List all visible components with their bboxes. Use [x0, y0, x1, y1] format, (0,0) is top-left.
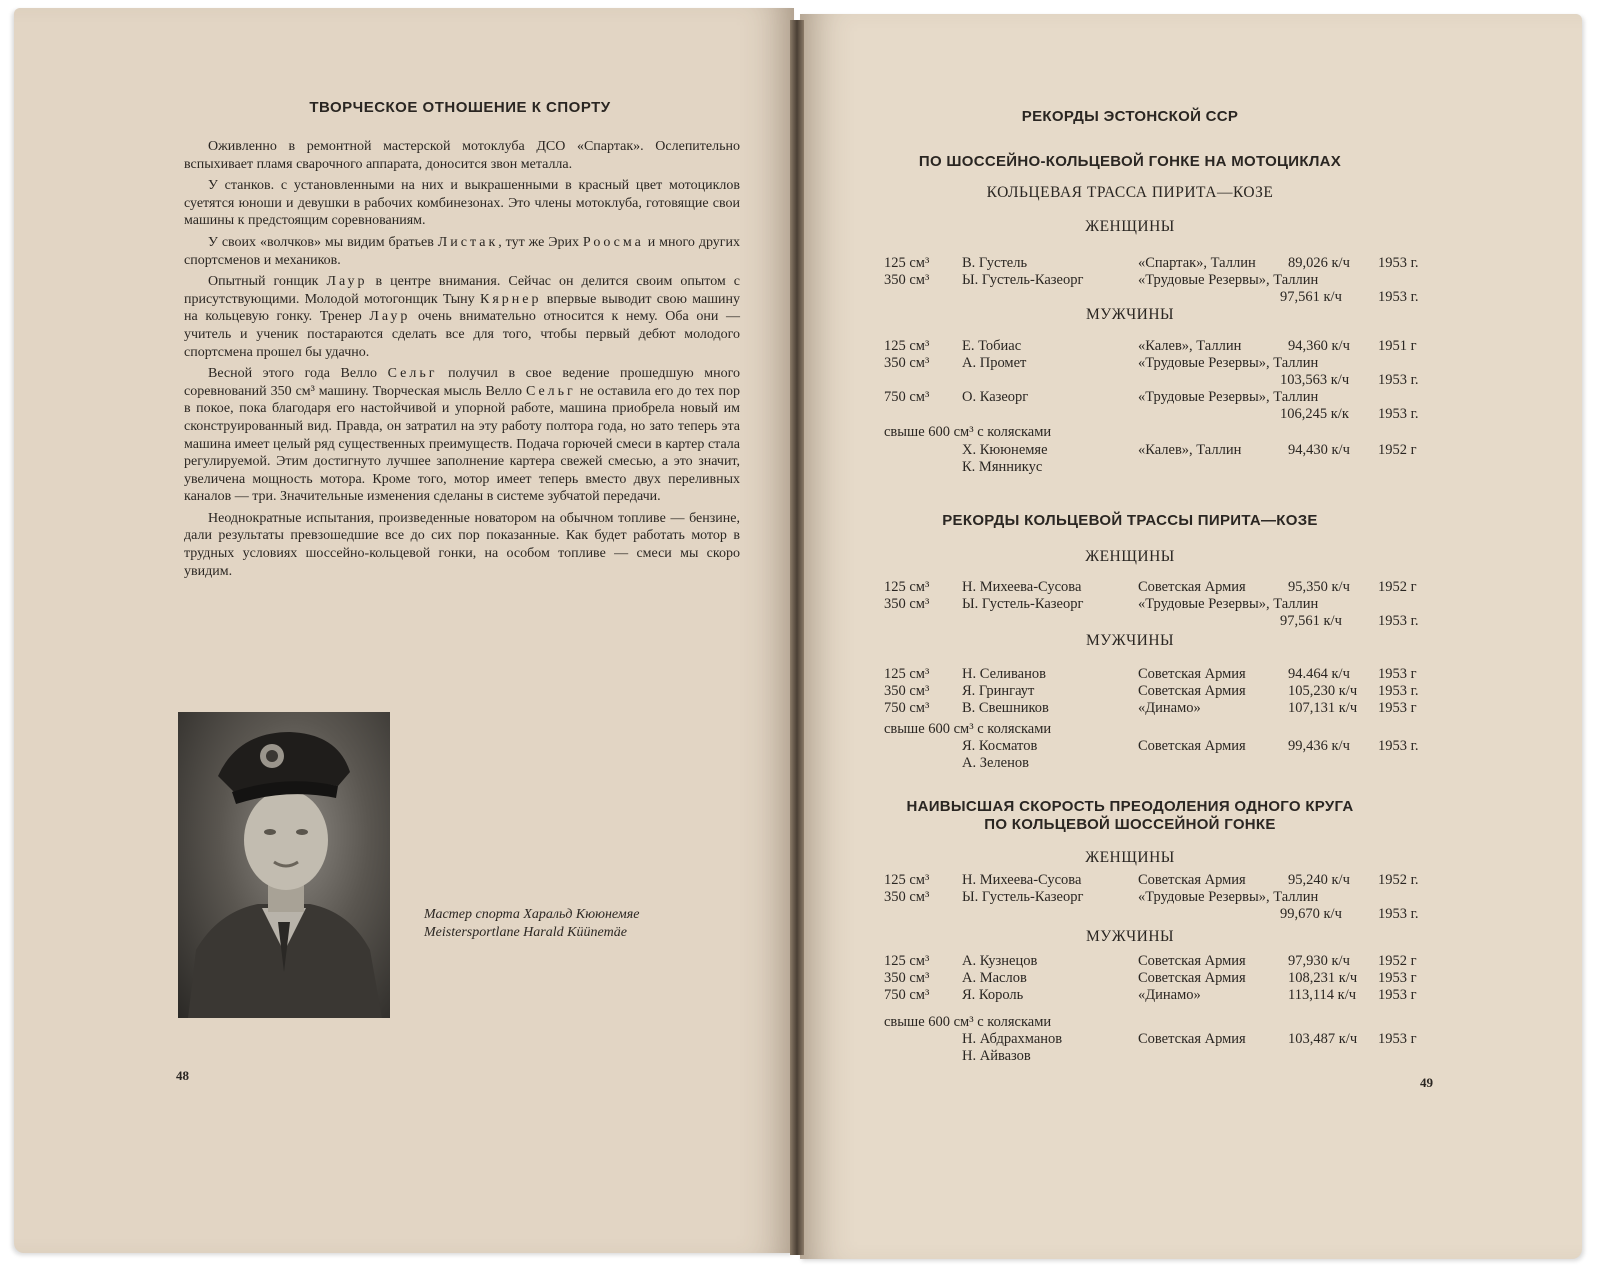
paragraph-3: У своих «волчков» мы видим братьев Листак, тут же Эрих Роосма и много других спортсменов и механиков. — [184, 234, 740, 268]
record-cls: 125 см³ — [884, 872, 930, 888]
s1-women-label: ЖЕНЩИНЫ — [1085, 218, 1175, 235]
record-speed: 106,245 к/к — [1280, 406, 1349, 422]
record-speed: 94,360 к/ч — [1288, 338, 1350, 354]
sidecar-year: 1952 г — [1378, 442, 1417, 458]
sidecar-name2: Н. Айвазов — [962, 1048, 1031, 1064]
record-club: «Динамо» — [1138, 700, 1201, 716]
record-name: В. Свешников — [962, 700, 1049, 716]
record-club: «Трудовые Резервы», Таллин — [1138, 355, 1319, 371]
s1-men-label: МУЖЧИНЫ — [1085, 306, 1175, 323]
sidecar-year: 1953 г. — [1378, 738, 1419, 754]
record-name: Н. Михеева-Сусова — [962, 579, 1082, 595]
caption-russian: Мастер спорта Харальд Кююнемяе — [424, 907, 640, 922]
article-title: ТВОРЧЕСКОЕ ОТНОШЕНИЕ К СПОРТУ — [309, 99, 611, 116]
record-cls: 350 см³ — [884, 970, 930, 986]
record-year: 1953 г. — [1378, 406, 1419, 422]
record-cls: 750 см³ — [884, 987, 930, 1003]
record-speed: 105,230 к/ч — [1288, 683, 1358, 699]
s2-sidecar-label: свыше 600 см³ с колясками — [884, 721, 1052, 737]
record-year: 1952 г — [1378, 953, 1417, 969]
record-club: «Трудовые Резервы», Таллин — [1138, 889, 1319, 905]
record-cls: 750 см³ — [884, 389, 930, 405]
record-club: «Трудовые Резервы», Таллин — [1138, 272, 1319, 288]
page-number-right: 49 — [1420, 1075, 1433, 1090]
caption-estonian: Meistersportlane Harald Küünemäe — [424, 925, 627, 940]
record-club: Советская Армия — [1138, 872, 1246, 888]
sidecar-club: «Калев», Таллин — [1138, 442, 1242, 458]
record-name: О. Казеорг — [962, 389, 1029, 405]
s3-sidecar-label: свыше 600 см³ с колясками — [884, 1014, 1052, 1030]
record-club: «Спартак», Таллин — [1138, 255, 1256, 271]
article-body — [184, 138, 740, 584]
record-year: 1953 г — [1378, 700, 1417, 716]
record-club: Советская Армия — [1138, 683, 1246, 699]
record-speed: 113,114 к/ч — [1288, 987, 1357, 1003]
record-speed: 94.464 к/ч — [1288, 666, 1350, 682]
paragraph-5: Весной этого года Велло Сельг получил в свое ведение прошедшую много соревнований 350 см³ машину. Творческая мысль Велло Сельг не оставила его до тех пор в покое, пока благодаря его настойчивой и упорной работе, машина приобрела новый им сконструированный вид. Правда, он затратил на эту работу полтора года, но зато теперь эта машина имеет целый ряд существенных преимуществ. Подача горючей смеси в картер стала регулируемой. Этим достигнуто лучшее заполнение картера свежей смесью, а это значит, увеличена мощность мотора. Кроме того, мотор имеет теперь вместо двух переливных каналов — три. Значительные изменения сделаны в системе зубчатой передачи. — [184, 366, 741, 505]
record-speed: 95,350 к/ч — [1288, 579, 1350, 595]
record-club: Советская Армия — [1138, 579, 1246, 595]
record-year: 1952 г — [1378, 579, 1417, 595]
record-club: Советская Армия — [1138, 953, 1246, 969]
record-cls: 350 см³ — [884, 889, 930, 905]
record-cls: 350 см³ — [884, 355, 930, 371]
s1-sidecar-label: свыше 600 см³ с колясками — [884, 424, 1052, 440]
record-year: 1953 г — [1378, 970, 1417, 986]
photo-caption — [424, 906, 744, 942]
record-speed: 95,240 к/ч — [1288, 872, 1350, 888]
record-speed: 97,930 к/ч — [1288, 953, 1350, 969]
record-name: Я. Король — [962, 987, 1024, 1003]
record-cls: 125 см³ — [884, 953, 930, 969]
record-name: Н. Селиванов — [962, 666, 1046, 682]
record-year: 1952 г. — [1378, 872, 1419, 888]
sidecar-club: Советская Армия — [1138, 738, 1246, 754]
record-speed: 97,561 к/ч — [1280, 289, 1342, 305]
record-name: Ы. Густель-Казеорг — [962, 596, 1084, 612]
record-name: Ы. Густель-Казеорг — [962, 272, 1084, 288]
sidecar-name1: Н. Абдрахманов — [962, 1031, 1063, 1047]
record-club: Советская Армия — [1138, 970, 1246, 986]
lap-speed-heading-2: ПО КОЛЬЦЕВОЙ ШОССЕЙНОЙ ГОНКЕ — [984, 816, 1276, 833]
s3-women-label: ЖЕНЩИНЫ — [1085, 849, 1175, 866]
record-year: 1953 г. — [1378, 683, 1419, 699]
record-year: 1953 г. — [1378, 906, 1419, 922]
paragraph-6: Неоднократные испытания, произведенные новатором на обычном топливе — бензине, дали результаты превзошедшие все до сих пор показанные. Как будет работать мотор в трудных условиях шоссейно-кольцевой гонки, на особом топливе — смеси мы скоро увидим. — [184, 510, 740, 579]
record-name: А. Маслов — [962, 970, 1027, 986]
record-speed: 97,561 к/ч — [1280, 613, 1342, 629]
sidecar-speed: 103,487 к/ч — [1288, 1031, 1358, 1047]
record-club: Советская Армия — [1138, 666, 1246, 682]
s3-men-label: МУЖЧИНЫ — [1085, 928, 1175, 945]
record-club: «Трудовые Резервы», Таллин — [1138, 389, 1319, 405]
record-speed: 99,670 к/ч — [1280, 906, 1342, 922]
sidecar-name2: К. Мянникус — [962, 459, 1043, 475]
sidecar-name2: А. Зеленов — [962, 755, 1029, 771]
portrait-figure — [178, 712, 390, 1018]
sidecar-speed: 99,436 к/ч — [1288, 738, 1350, 754]
record-cls: 350 см³ — [884, 272, 930, 288]
s2-women-label: ЖЕНЩИНЫ — [1085, 548, 1175, 565]
record-name: В. Густель — [962, 255, 1028, 271]
lap-speed-heading-1: НАИВЫСШАЯ СКОРОСТЬ ПРЕОДОЛЕНИЯ ОДНОГО КРУГА — [906, 798, 1354, 815]
track-records-heading: РЕКОРДЫ КОЛЬЦЕВОЙ ТРАССЫ ПИРИТА—КОЗЕ — [942, 512, 1318, 529]
record-year: 1953 г. — [1378, 372, 1419, 388]
record-cls: 125 см³ — [884, 338, 930, 354]
record-year: 1951 г — [1378, 338, 1417, 354]
sidecar-name1: Я. Косматов — [962, 738, 1038, 754]
record-cls: 350 см³ — [884, 683, 930, 699]
record-year: 1953 г — [1378, 987, 1417, 1003]
record-name: Е. Тобиас — [962, 338, 1022, 354]
record-name: А. Промет — [962, 355, 1027, 371]
record-year: 1953 г — [1378, 666, 1417, 682]
record-year: 1953 г. — [1378, 289, 1419, 305]
portrait-photo — [178, 712, 390, 1018]
record-club: «Трудовые Резервы», Таллин — [1138, 596, 1319, 612]
record-speed: 107,131 к/ч — [1288, 700, 1358, 716]
sidecar-year: 1953 г — [1378, 1031, 1417, 1047]
sidecar-name1: Х. Кююнемяе — [962, 442, 1048, 458]
record-club: «Динамо» — [1138, 987, 1201, 1003]
book-gutter — [790, 20, 804, 1255]
sidecar-speed: 94,430 к/ч — [1288, 442, 1350, 458]
record-speed: 108,231 к/ч — [1288, 970, 1358, 986]
record-year: 1953 г. — [1378, 255, 1419, 271]
page-number-left: 48 — [176, 1068, 189, 1083]
record-name: Ы. Густель-Казеорг — [962, 889, 1084, 905]
record-name: Я. Грингаут — [962, 683, 1035, 699]
record-cls: 125 см³ — [884, 579, 930, 595]
record-name: А. Кузнецов — [962, 953, 1038, 969]
record-speed: 89,026 к/ч — [1288, 255, 1350, 271]
s2-men-label: МУЖЧИНЫ — [1085, 632, 1175, 649]
paragraph-4: Опытный гонщик Лаур в центре внимания. Сейчас он делится своим опытом с присутствующими. Молодой мотогонщик Тыну Кярнер впервые выводит свою машину на кольцевую гонку. Тренер Лаур очень внимательно относится к нему. Оба они — учитель и ученик постараются сделать все для того, чтобы первый дебют молодого спортсмена прошел бы удачно. — [184, 274, 741, 360]
track-name: КОЛЬЦЕВАЯ ТРАССА ПИРИТА—КОЗЕ — [986, 184, 1274, 201]
paragraph-2: У станков. с установленными на них и выкрашенными в красный цвет мотоциклов суетятся юноши и девушки в рабочих комбинезонах. Это члены мотоклуба, готовящие свои машины к предстоящим соревнованиям. — [184, 178, 740, 229]
record-cls: 750 см³ — [884, 700, 930, 716]
record-speed: 103,563 к/ч — [1280, 372, 1350, 388]
record-cls: 350 см³ — [884, 596, 930, 612]
record-year: 1953 г. — [1378, 613, 1419, 629]
records-subheading: ПО ШОССЕЙНО-КОЛЬЦЕВОЙ ГОНКЕ НА МОТОЦИКЛАХ — [918, 153, 1342, 170]
record-cls: 125 см³ — [884, 666, 930, 682]
records-heading: РЕКОРДЫ ЭСТОНСКОЙ ССР — [1021, 108, 1239, 125]
record-club: «Калев», Таллин — [1138, 338, 1242, 354]
sidecar-club: Советская Армия — [1138, 1031, 1246, 1047]
record-name: Н. Михеева-Сусова — [962, 872, 1082, 888]
record-cls: 125 см³ — [884, 255, 930, 271]
paragraph-1: Оживленно в ремонтной мастерской мотоклуба ДСО «Спартак». Ослепительно вспыхивает пламя сварочного аппарата, доносится звон металла. — [184, 139, 740, 172]
